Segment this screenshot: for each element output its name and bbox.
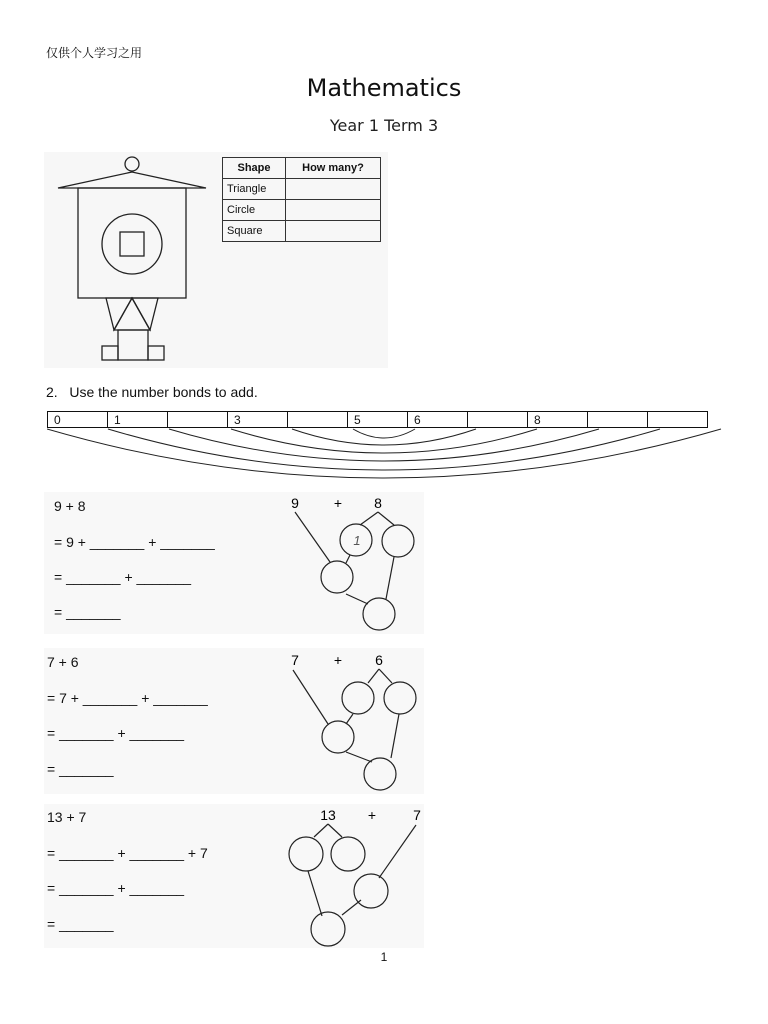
number-line-cell: 5 bbox=[348, 412, 408, 428]
problem-3-expression: 13 + 7 bbox=[47, 809, 87, 825]
problem-2-step-3[interactable]: = _______ bbox=[47, 761, 114, 777]
problem-2-step-2[interactable]: = _______ + _______ bbox=[47, 725, 185, 741]
problem-2-number-bond bbox=[284, 650, 424, 796]
bond-circle[interactable] bbox=[331, 837, 365, 871]
bond-circle[interactable] bbox=[382, 525, 414, 557]
bond-filled-value: 1 bbox=[353, 533, 361, 548]
question-2-prompt bbox=[46, 384, 258, 400]
row-label-triangle: Triangle bbox=[223, 179, 286, 200]
page-subtitle: Year 1 Term 3 bbox=[329, 116, 439, 135]
problem-3-step-1[interactable]: = _______ + _______ + 7 bbox=[47, 845, 208, 861]
bond-circle[interactable] bbox=[289, 837, 323, 871]
bond-right-number: 7 bbox=[413, 807, 421, 823]
number-line-cell: 0 bbox=[48, 412, 108, 428]
answer-cell-triangle[interactable] bbox=[286, 179, 381, 200]
problem-3-step-2[interactable]: = _______ + _______ bbox=[47, 880, 185, 896]
question-2-number: 2. bbox=[46, 384, 58, 400]
header-shape: Shape bbox=[223, 158, 286, 179]
bond-circle[interactable] bbox=[364, 758, 396, 790]
problem-3-number-bond bbox=[284, 805, 424, 948]
row-label-circle: Circle bbox=[223, 200, 286, 221]
watermark-text: 仅供个人学习之用 bbox=[46, 46, 143, 60]
problem-1-step-1[interactable]: = 9 + _______ + _______ bbox=[54, 534, 215, 550]
bond-circle[interactable] bbox=[384, 682, 416, 714]
bond-circle[interactable] bbox=[322, 721, 354, 753]
bond-plus-sign: + bbox=[367, 807, 377, 823]
number-line-cell[interactable] bbox=[588, 412, 648, 428]
bond-plus-sign: + bbox=[333, 495, 343, 511]
bond-plus-sign: + bbox=[333, 652, 343, 668]
number-line-cell: 6 bbox=[408, 412, 468, 428]
number-line-cell[interactable] bbox=[468, 412, 528, 428]
problem-2-step-1[interactable]: = 7 + _______ + _______ bbox=[47, 690, 208, 706]
bond-left-number: 9 bbox=[291, 495, 299, 511]
problem-1-step-3[interactable]: = _______ bbox=[54, 604, 121, 620]
answer-cell-square[interactable] bbox=[286, 221, 381, 242]
bond-left-number: 7 bbox=[291, 652, 299, 668]
answer-cell-circle[interactable] bbox=[286, 200, 381, 221]
row-label-square: Square bbox=[223, 221, 286, 242]
problem-1-expression: 9 + 8 bbox=[54, 498, 86, 514]
problem-1-step-2[interactable]: = _______ + _______ bbox=[54, 569, 192, 585]
shape-count-table bbox=[222, 157, 381, 242]
number-line-cell[interactable] bbox=[168, 412, 228, 428]
page-title: Mathematics bbox=[306, 74, 462, 102]
number-line-cell: 3 bbox=[228, 412, 288, 428]
problem-3-step-3[interactable]: = _______ bbox=[47, 916, 114, 932]
bond-circle[interactable] bbox=[342, 682, 374, 714]
header-how-many: How many? bbox=[286, 158, 381, 179]
problem-1-number-bond bbox=[284, 494, 424, 636]
number-line-cell[interactable] bbox=[288, 412, 348, 428]
bond-circle[interactable] bbox=[354, 874, 388, 908]
bond-right-number: 6 bbox=[375, 652, 383, 668]
number-line-cell: 8 bbox=[528, 412, 588, 428]
bond-circle[interactable] bbox=[321, 561, 353, 593]
number-line-arcs bbox=[47, 427, 727, 487]
number-line-cell[interactable] bbox=[648, 412, 708, 428]
problem-2-expression: 7 + 6 bbox=[47, 654, 79, 670]
page-number: 1 bbox=[380, 950, 388, 964]
number-line bbox=[47, 411, 708, 428]
bond-left-number: 13 bbox=[320, 807, 336, 823]
number-line-cell: 1 bbox=[108, 412, 168, 428]
bond-circle[interactable] bbox=[363, 598, 395, 630]
question-2-instruction: Use the number bonds to add. bbox=[69, 384, 258, 400]
bond-right-number: 8 bbox=[374, 495, 382, 511]
bond-circle[interactable] bbox=[311, 912, 345, 946]
